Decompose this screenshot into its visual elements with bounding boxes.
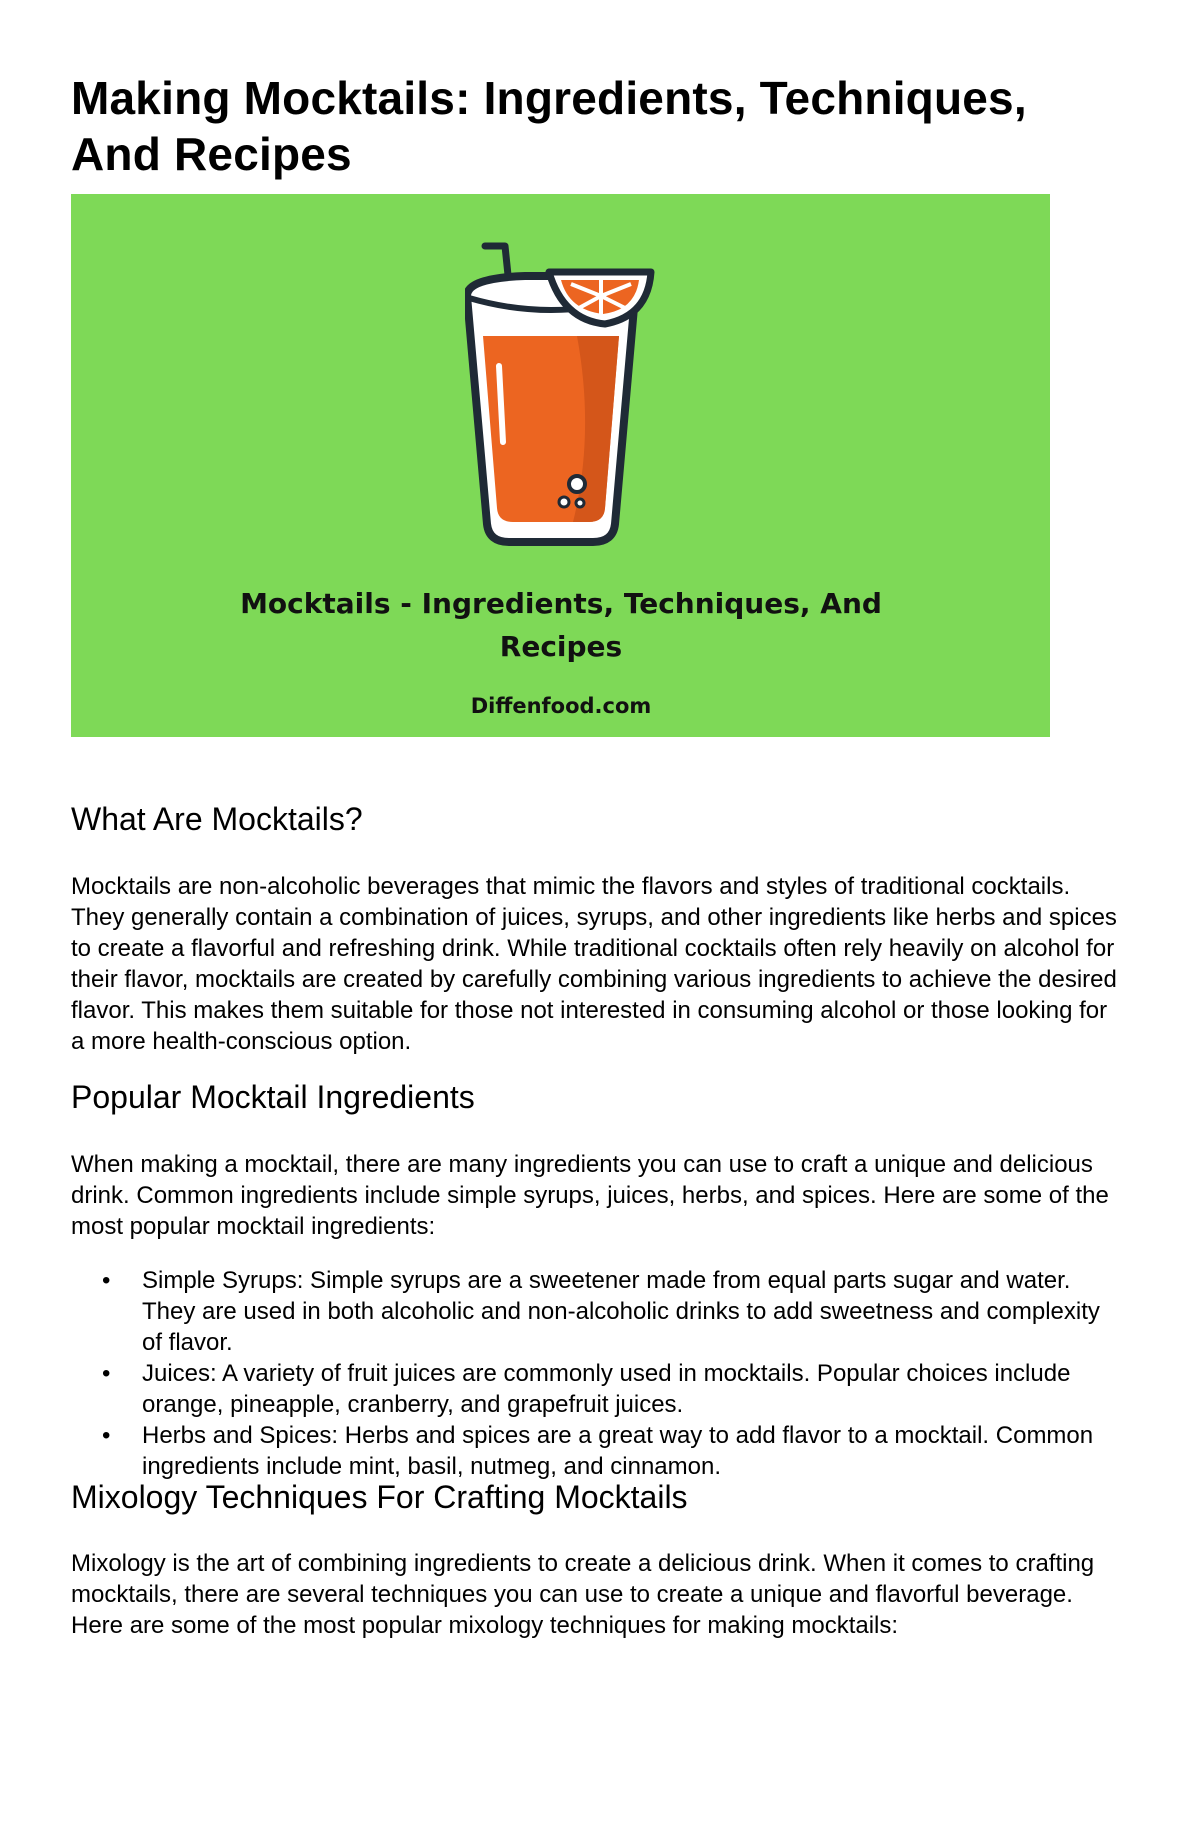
- list-item-text: Herbs and Spices: Herbs and spices are a great way to add flavor to a mocktail. Common ingredients include mint, basil, nutmeg, and cinnamon.: [142, 1422, 1094, 1480]
- bullet-icon: •: [102, 1422, 111, 1449]
- bullet-icon: •: [102, 1360, 111, 1387]
- section-paragraph-mixology-techniques: Mixology is the art of combining ingredients to create a delicious drink. When it comes to crafting mocktails, there are several techniques you can use to create a unique and flavorful beverage. Here are some of the most popular mixology techniques for making mocktails:: [71, 1550, 1095, 1639]
- hero-site-name: Diffenfood.com: [470, 694, 652, 718]
- section-heading-popular-ingredients: Popular Mocktail Ingredients: [71, 1079, 475, 1115]
- bullet-icon: •: [102, 1267, 111, 1294]
- list-item-text: Simple Syrups: Simple syrups are a sweetener made from equal parts sugar and water. They are used in both alcoholic and non-alcoholic drinks to add sweetness and complexity of flavor.: [142, 1267, 1100, 1356]
- hero-image: [71, 194, 1050, 737]
- list-item: [71, 1265, 1121, 1358]
- list-item: [71, 1358, 1121, 1420]
- hero-caption: Mocktails - Ingredients, Techniques, And Recipes: [240, 587, 882, 663]
- section-heading-mixology-techniques: Mixology Techniques For Crafting Mocktails: [71, 1479, 688, 1515]
- section-heading-what-are-mocktails: What Are Mocktails?: [71, 801, 363, 837]
- section-paragraph-what-are-mocktails: Mocktails are non-alcoholic beverages that mimic the flavors and styles of traditional cocktails. They generally contain a combination of juices, syrups, and other ingredients like herbs and spices to create a flavorful and refreshing drink. While traditional cocktails often rely heavily on alcohol for their flavor, mocktails are created by carefully combining various ingredients to achieve the desired flavor. This makes them suitable for those not interested in consuming alcohol or those looking for a more health-conscious option.: [71, 873, 1117, 1055]
- list-item: [71, 1420, 1121, 1482]
- section-paragraph-popular-ingredients: When making a mocktail, there are many ingredients you can use to craft a unique and delicious drink. Common ingredients include simple syrups, juices, herbs, and spices. Here are some of the most popular mocktail ingredients:: [71, 1151, 1109, 1240]
- page-title: Making Mocktails: Ingredients, Techniques, And Recipes: [71, 72, 1027, 180]
- list-item-text: Juices: A variety of fruit juices are commonly used in mocktails. Popular choices include orange, pineapple, cranberry, and grapefruit juices.: [142, 1360, 1071, 1418]
- ingredients-list: [71, 1265, 1121, 1482]
- mocktail-glass-icon: [465, 234, 755, 554]
